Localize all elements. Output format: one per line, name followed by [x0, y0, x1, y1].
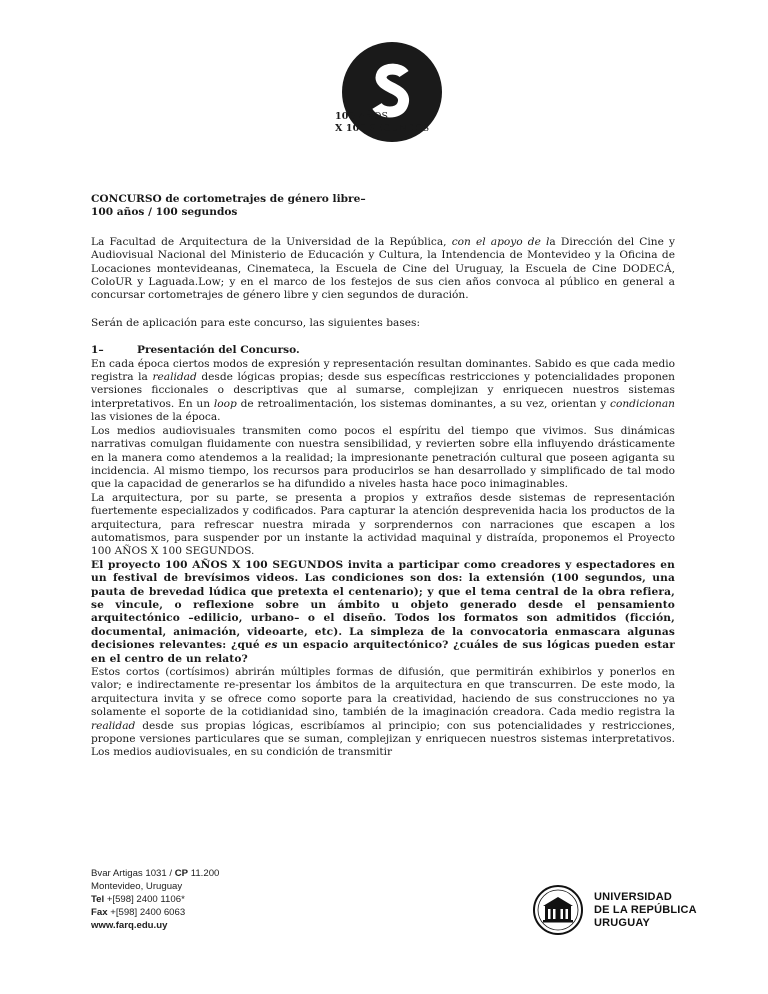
section-1-heading: 1– Presentación del Concurso.	[91, 344, 300, 357]
website-link[interactable]: www.farq.edu.uy	[91, 920, 168, 931]
university-name: UNIVERSIDAD DE LA REPÚBLICA URUGUAY	[594, 890, 697, 929]
bases-intro: Serán de aplicación para este concurso, las siguientes bases:	[91, 316, 421, 329]
section-1-paragraph-2: Los medios audiovisuales transmiten como pocos el espíritu del tiempo que vivimos. Sus dinámicas narrativas comulgan fluidamente con nuestra sensibilidad, y revierten sobre ella influyendo drásticamente en la manera como atendemos a la realidad; la impresionante penetración cultural que poseen agiganta su incidencia. Al mismo tiempo, los recursos para producirlos se han desarrollado y simplificado de tal modo que la capacidad de generarlos se ha difundido a niveles hasta hace poco inimaginables.	[91, 424, 675, 491]
section-1-paragraph-3: La arquitectura, por su parte, se presenta a propios y extraños desde sistemas de representación fuertemente especializados y codificados. Para capturar la atención desprevenida hacia los productos de la arquitectura, para refrescar nuestra mirada y sorprendernos con narraciones que escapen a los automatismos, para suspender por un instante la actividad maquinal y distraída, proponemos el Proyecto 100 AÑOS X 100 SEGUNDOS.	[91, 491, 675, 558]
university-seal-icon	[532, 884, 584, 936]
section-1-paragraph-5: Estos cortos (cortísimos) abrirán múltiples formas de difusión, que permitirán exhibirlos y ponerlos en valor; e indirectamente re-presentar los ámbitos de la arquitectura en que transcurren. De este modo, la arquitectura invita y se ofrece como soporte para la creatividad, haciendo de sus construcciones no ya solamente el soporte de la cotidianidad sino, también de la imaginación creadora. Cada medio registra la realidad desde sus propias lógicas, escribíamos al principio; con sus potencialidades y restricciones, propone versiones particulares que se suman, complejizan y enriquecen nuestros sistemas interpretativos. Los medios audiovisuales, en su condición de transmitir	[91, 666, 675, 759]
document-title: CONCURSO de cortometrajes de género libre– 100 años / 100 segundos	[91, 193, 366, 219]
logo-wordmark: 100 AÑOS X 100 SEGUNDOS	[335, 111, 430, 134]
section-1-paragraph-4: El proyecto 100 AÑOS X 100 SEGUNDOS invita a participar como creadores y espectadores en un festival de brevísimos videos. Las condiciones son dos: la extensión (100 segundos, una pauta de brevedad lúdica que pretexta el centenario); y que el tema central de la obra refiera, se vincule, o reflexione sobre un ámbito u objeto generado desde el pensamiento arquitectónico –edilicio, urbano– o el diseño. Todos los formatos son admitidos (ficción, documental, animación, videoarte, etc). La simpleza de la convocatoria enmascara algunas decisiones relevantes: ¿qué es un espacio arquitectónico? ¿cuáles de sus lógicas pueden estar en el centro de un relato?	[91, 558, 675, 665]
intro-paragraph: La Facultad de Arquitectura de la Universidad de la República, con el apoyo de la Dirección del Cine y Audiovisual Nacional del Ministerio de Educación y Cultura, la Intendencia de Montevideo y la Oficina de Locaciones montevideanas, Cinemateca, la Escuela de Cine del Uruguay, la Escuela de Cine DODECÁ, ColoUR y Laguada.Low; y en el marco de los festejos de sus cien años convoca al público en general a concursar cortometrajes de género libre y cien segundos de duración.	[91, 235, 675, 302]
document-body	[91, 193, 675, 760]
section-1-paragraph-1: En cada época ciertos modos de expresión y representación resultan dominantes. Sabido es que cada medio registra la realidad desde lógicas propias; desde sus específicas restricciones y potencialidades proponen versiones ficcionales o descriptivas que al sumarse, complejizan y enriquecen nuestros sistemas interpretativos. En un loop de retroalimentación, los sistemas dominantes, a su vez, orientan y condicionan las visiones de la época.	[91, 357, 675, 424]
university-logo	[532, 884, 697, 936]
footer-address: Bvar Artigas 1031 / CP 11.200 Montevideo, Uruguay Tel +[598] 2400 1106* Fax +[598] 2400 6063 www.farq.edu.uy	[91, 868, 220, 931]
